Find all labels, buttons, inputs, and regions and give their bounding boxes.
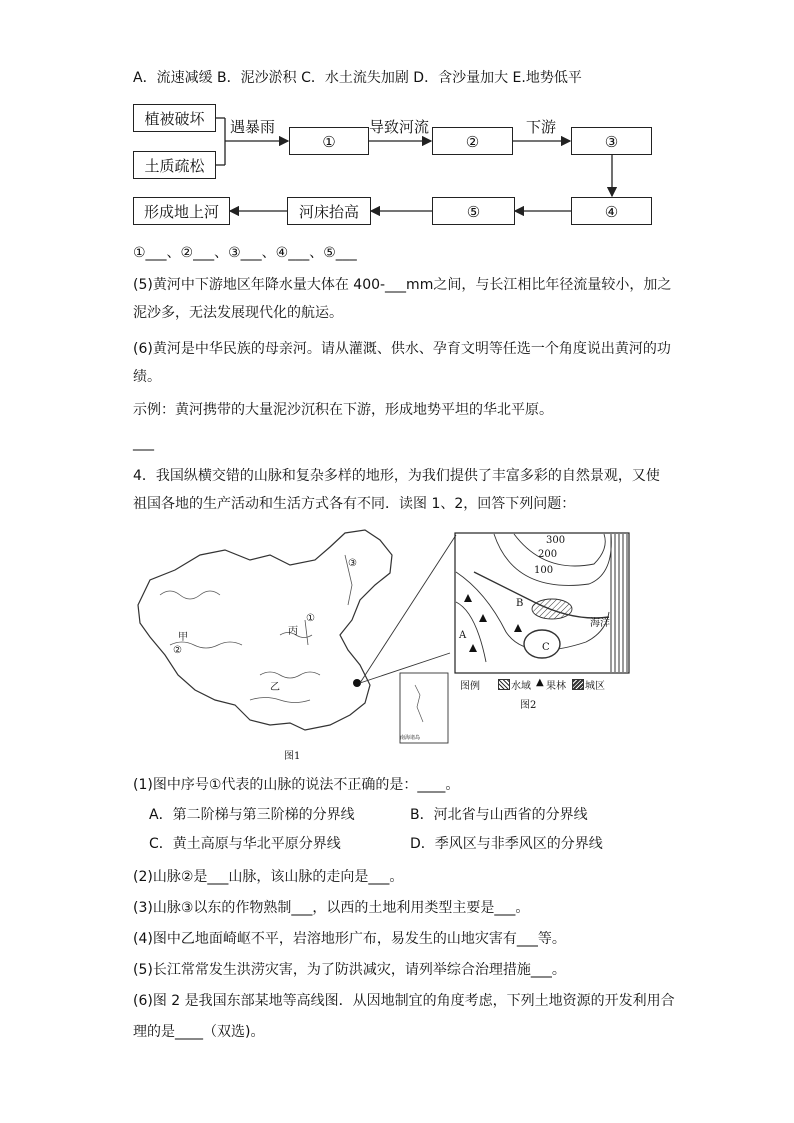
example-text: 示例：黄河携带的大量泥沙沉积在下游，形成地势平坦的华北平原。: [133, 402, 553, 418]
legend-title: 图例: [460, 681, 480, 692]
tree-icon: ▲: [536, 677, 544, 688]
contour-100: 100: [534, 565, 554, 576]
label-bing: 丙: [288, 626, 298, 637]
label-river: 导致河流: [369, 118, 430, 136]
q4-line2: 祖国各地的生产活动和生活方式各有不同．读图 1、2，回答下列问题：: [133, 496, 576, 512]
sub5-question: (5)长江常常发生洪涝灾害，为了防洪减灾，请列举综合治理措施___。: [133, 962, 566, 978]
legend-water: 水域: [511, 681, 531, 692]
sub1-option-a: A．第二阶梯与第三阶梯的分界线: [149, 807, 355, 823]
contour-200: 200: [538, 549, 558, 560]
q5-line1: (5)黄河中下游地区年降水量大体在 400-___mm之间，与长江相比年径流量较小，加之: [133, 277, 672, 293]
sub1-question: (1)图中序号①代表的山脉的说法不正确的是：____。: [133, 777, 460, 793]
sub4-question: (4)图中乙地面崎岖不平，岩溶地形广布，易发生的山地灾害有___等。: [133, 931, 566, 947]
q4-line1: 4．我国纵横交错的山脉和复杂多样的地形，为我们提供了丰富多彩的自然景观，又使: [133, 468, 660, 484]
box-soil: 土质疏松: [133, 151, 216, 179]
q6-line2: 绩。: [133, 369, 161, 385]
sub2-question: (2)山脉②是___山脉，该山脉的走向是___。: [133, 869, 404, 885]
figure-1-china-map: [130, 525, 460, 765]
label-b: B: [516, 598, 524, 609]
label-a: A: [459, 630, 467, 641]
sub3-question: (3)山脉③以东的作物熟制___，以西的土地利用类型主要是___。: [133, 900, 530, 916]
legend-water-swatch: [498, 679, 510, 690]
label-num2: ②: [173, 645, 182, 656]
figure-2-caption: 图2: [520, 700, 537, 711]
box-riverbed: 河床抬高: [287, 197, 371, 225]
legend-orchard: 果林: [546, 681, 566, 692]
label-num3: ③: [348, 558, 357, 569]
box-3: ③: [571, 127, 652, 155]
label-num1: ①: [306, 613, 315, 624]
sub1-option-b: B．河北省与山西省的分界线: [410, 807, 588, 823]
box-4: ④: [571, 197, 652, 225]
label-c: C: [542, 642, 550, 653]
q6-line1: (6)黄河是中华民族的母亲河。请从灌溉、供水、孕育文明等任选一个角度说出黄河的功: [133, 341, 671, 357]
box-vegetation: 植被破坏: [133, 104, 216, 132]
sub1-option-d: D．季风区与非季风区的分界线: [410, 836, 603, 852]
q5-line2: 泥沙多，无法发展现代化的航运。: [133, 305, 343, 321]
label-inset: 南海诸岛: [400, 735, 421, 741]
figure-2-contour-map: [454, 532, 634, 712]
answer-blank: ___: [133, 435, 154, 451]
box-1: ①: [289, 127, 369, 155]
sub6-line2: 理的是____（双选)。: [133, 1024, 265, 1040]
box-2: ②: [432, 127, 513, 155]
box-5: ⑤: [432, 197, 515, 225]
label-yi: 乙: [270, 682, 280, 693]
label-jia: 甲: [178, 632, 188, 643]
answer-line: ①___、②___、③___、④___、⑤___: [133, 245, 357, 261]
legend-city-swatch: [572, 679, 584, 690]
legend-city: 城区: [585, 681, 605, 692]
sub6-line1: (6)图 2 是我国东部某地等高线图．从因地制宜的角度考虑，下列土地资源的开发利用合: [133, 993, 675, 1009]
sub1-option-c: C．黄土高原与华北平原分界线: [149, 836, 341, 852]
contour-300: 300: [546, 535, 566, 546]
options-line: A．流速减缓 B．泥沙淤积 C．水土流失加剧 D．含沙量加大 E.地势低平: [133, 70, 582, 86]
box-result: 形成地上河: [133, 197, 230, 225]
label-rain: 遇暴雨: [230, 118, 276, 136]
label-downstream: 下游: [526, 118, 557, 136]
figure-1-caption: 图1: [284, 751, 301, 762]
label-sea: 海洋: [590, 618, 610, 629]
